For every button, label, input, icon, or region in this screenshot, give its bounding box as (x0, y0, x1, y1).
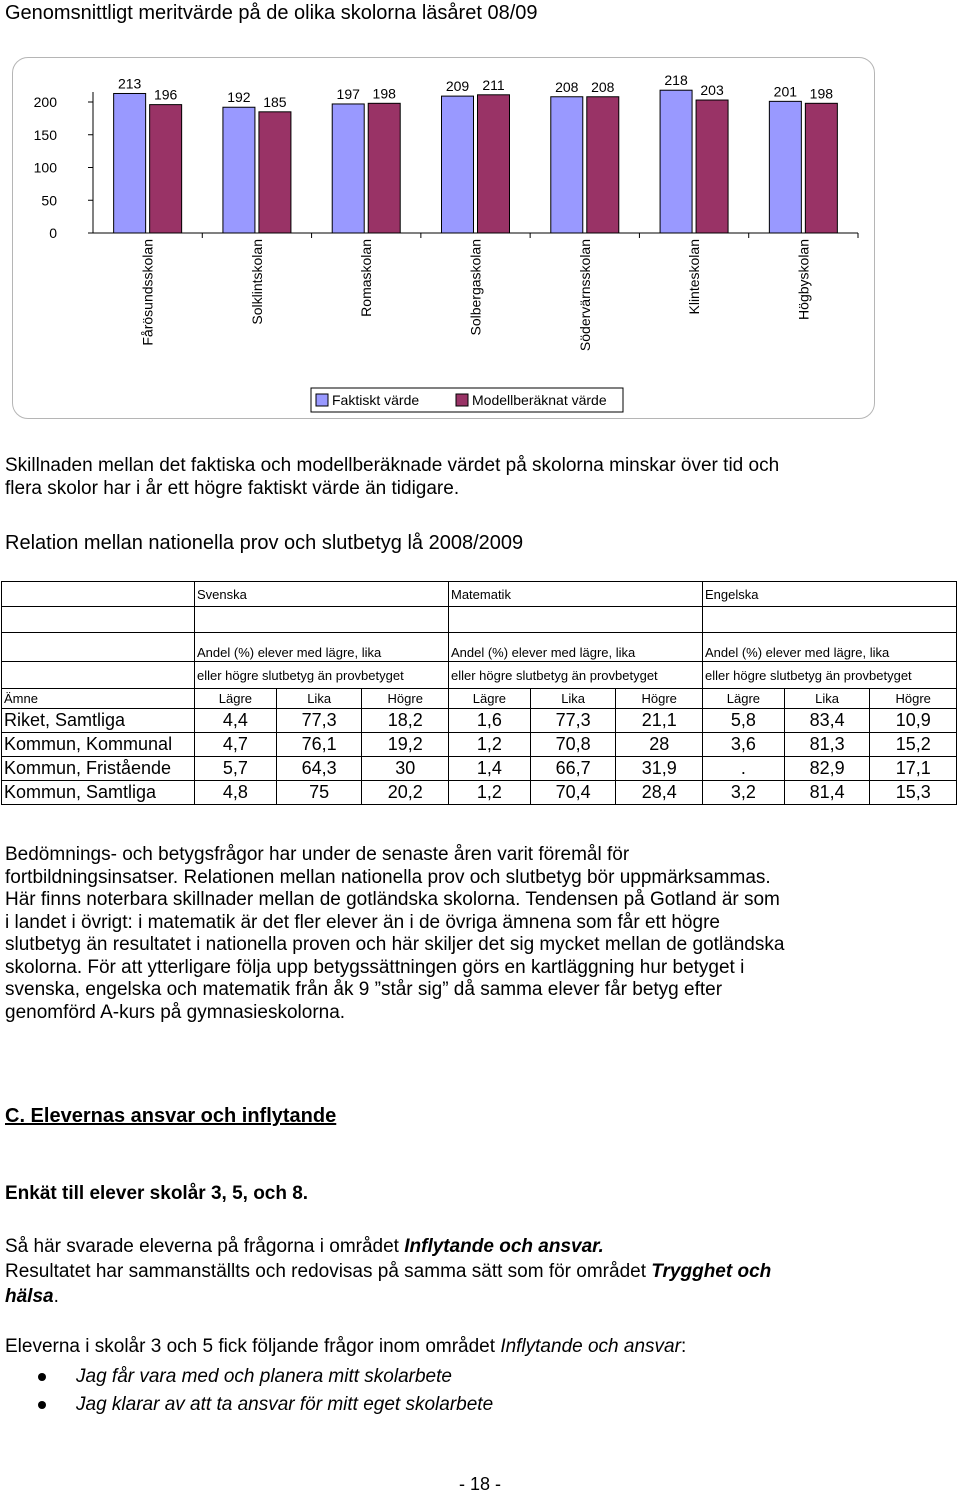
category-label: Södervärnsskolan (576, 239, 593, 352)
list-item (38, 1391, 493, 1419)
bar (223, 107, 255, 233)
bar (150, 105, 182, 233)
table-cell-empty (2, 633, 195, 662)
description-line1: Andel (%) elever med lägre, lika (195, 633, 449, 662)
y-tick-label: 150 (33, 126, 57, 143)
text-run: : (680, 1336, 687, 1357)
table-cell: 77,3 (530, 709, 616, 733)
table-blank-row (2, 607, 957, 633)
paragraph-line: Skillnaden mellan det faktiska och modellberäknade värdet på skolorna minskar över tid och (5, 455, 780, 476)
table-cell: 76,1 (276, 733, 362, 757)
bar (696, 100, 728, 233)
table-cell: 15,2 (870, 733, 957, 757)
paragraph-line: genomförd A-kurs på gymnasieskolorna. (5, 1001, 346, 1023)
table-title: Relation mellan nationella prov och slutbetyg lå 2008/2009 (5, 532, 524, 554)
paragraph-line: Här finns noterbara skillnader mellan de gotländska skolorna. Tendensen på Gotland är som (5, 889, 780, 910)
paragraph-line: i landet i övrigt: i matematik är det fler elever än i de övriga ämnena som får ett högre (5, 911, 720, 933)
table-cell: 21,1 (616, 709, 703, 733)
paragraph-answers (5, 1234, 771, 1309)
bar-value-label: 218 (664, 72, 688, 89)
legend-swatch (456, 394, 468, 406)
table-column-header-row (2, 689, 957, 709)
table-cell: 18,2 (362, 709, 449, 733)
table-cell: 70,8 (530, 733, 616, 757)
row-label: Kommun, Fristående (2, 757, 195, 781)
results-table (1, 581, 957, 805)
description-line1: Andel (%) elever med lägre, lika (448, 633, 702, 662)
table-row (2, 781, 957, 805)
bar-value-label: 185 (263, 93, 287, 110)
table-cell: 30 (362, 757, 449, 781)
category-label: Solbergaskolan (467, 239, 484, 336)
emphasis-text: hälsa (5, 1286, 54, 1307)
bar (551, 97, 583, 233)
table-cell-empty (702, 607, 956, 633)
bar-value-label: 203 (700, 82, 724, 99)
text-run: . (53, 1286, 59, 1307)
y-tick-label: 100 (33, 159, 57, 176)
bar-chart (13, 58, 874, 418)
table-row (2, 709, 957, 733)
category-label: Klinteskolan (686, 239, 703, 315)
table-cell-empty (2, 607, 195, 633)
row-label: Kommun, Kommunal (2, 733, 195, 757)
column-header: Högre (870, 689, 957, 709)
row-label: Kommun, Samtliga (2, 781, 195, 805)
subject-header-matematik: Matematik (448, 582, 702, 607)
paragraph-line: slutbetyg än resultatet i nationella proven och här skiljer det sig mycket mellan de gotländska (5, 934, 785, 955)
table-cell: 5,7 (195, 757, 277, 781)
table-cell: 4,4 (195, 709, 277, 733)
paragraph-bedomning (5, 844, 784, 1024)
column-header: Lika (530, 689, 616, 709)
category-label: Romaskolan (358, 239, 375, 317)
paragraph-line (5, 1284, 771, 1309)
bar (442, 96, 474, 233)
bar-value-label: 201 (773, 83, 798, 100)
bar (769, 101, 801, 233)
row-label: Riket, Samtliga (2, 709, 195, 733)
y-tick-label: 50 (41, 192, 57, 209)
bar-value-label: 198 (372, 85, 396, 102)
chart-frame (12, 57, 875, 419)
table-cell: 81,4 (784, 781, 870, 805)
bar (259, 112, 291, 233)
bar-value-label: 213 (117, 75, 142, 92)
bar-value-label: 209 (445, 78, 470, 95)
table-cell: 64,3 (276, 757, 362, 781)
emphasis-text: Trygghet och (651, 1261, 772, 1282)
paragraph-line: Bedömnings- och betygsfrågor har under de senaste åren varit föremål för (5, 844, 630, 865)
table-cell: 5,8 (702, 709, 784, 733)
table-cell: 70,4 (530, 781, 616, 805)
table-cell-empty (2, 662, 195, 689)
table-cell: 81,3 (784, 733, 870, 757)
text-run: Eleverna i skolår 3 och 5 fick följande frågor inom området (5, 1336, 501, 1357)
emphasis-text: Inflytande och ansvar. (404, 1236, 604, 1257)
y-tick-label: 200 (33, 94, 57, 110)
bar (587, 97, 619, 233)
column-header: Lika (276, 689, 362, 709)
text-run: Så här svarade eleverna på frågorna i området (5, 1236, 405, 1257)
subject-header-engelska: Engelska (702, 582, 956, 607)
table-cell: 4,7 (195, 733, 277, 757)
bar-value-label: 196 (153, 86, 178, 103)
table-cell: 77,3 (276, 709, 362, 733)
table-description-row (2, 633, 957, 662)
bar-value-label: 197 (336, 85, 360, 102)
y-tick-label: 0 (49, 225, 57, 241)
paragraph-line: fortbildningsinsatser. Relationen mellan nationella prov och slutbetyg bör uppmärksammas. (5, 866, 771, 888)
list-item-text: Jag klarar av att ta ansvar för mitt eget skolarbete (76, 1394, 494, 1415)
table-cell: 1,4 (448, 757, 530, 781)
table-cell: . (702, 757, 784, 781)
paragraph-line: skolorna. För att ytterligare följa upp betygssättningen görs en kartläggning hur betyget i (5, 956, 745, 978)
table-cell: 3,6 (702, 733, 784, 757)
text-run: Resultatet har sammanställts och redovisas på samma sätt som för området (5, 1261, 652, 1282)
legend-label: Modellberäknat värde (472, 392, 607, 408)
table-row (2, 757, 957, 781)
table-cell: 75 (276, 781, 362, 805)
table-cell: 4,8 (195, 781, 277, 805)
table-cell: 66,7 (530, 757, 616, 781)
table-cell: 28 (616, 733, 703, 757)
description-line1: Andel (%) elever med lägre, lika (702, 633, 956, 662)
description-line2: eller högre slutbetyg än provbetyget (448, 662, 702, 689)
bar (805, 103, 837, 233)
category-label: Solklintskolan (248, 239, 265, 325)
bar (332, 104, 364, 233)
table-cell: 82,9 (784, 757, 870, 781)
table-cell: 31,9 (616, 757, 703, 781)
legend-label: Faktiskt värde (332, 392, 420, 408)
column-header: Lägre (448, 689, 530, 709)
category-label: Fårösundsskolan (139, 239, 156, 346)
table-cell: 3,2 (702, 781, 784, 805)
column-header: Lika (784, 689, 870, 709)
chart-heading: Genomsnittligt meritvärde på de olika skolorna läsåret 08/09 (5, 2, 538, 24)
table-row (2, 733, 957, 757)
table-cell: 83,4 (784, 709, 870, 733)
table-subject-row (2, 582, 957, 607)
paragraph-line (5, 1234, 771, 1259)
survey-title: Enkät till elever skolår 3, 5, och 8. (5, 1183, 309, 1204)
paragraph-line (5, 1259, 771, 1284)
bar-value-label: 211 (482, 76, 505, 93)
column-header: Lägre (195, 689, 277, 709)
table-cell-empty (2, 582, 195, 607)
bar-value-label: 208 (591, 78, 615, 95)
description-line2: eller högre slutbetyg än provbetyget (702, 662, 956, 689)
table-cell: 1,2 (448, 733, 530, 757)
table-cell: 28,4 (616, 781, 703, 805)
bar-value-label: 192 (227, 89, 251, 106)
page-number: - 18 - (458, 1474, 501, 1494)
table-cell-empty (448, 607, 702, 633)
bullet-icon (38, 1401, 46, 1409)
bar-value-label: 208 (555, 78, 579, 95)
description-line2: eller högre slutbetyg än provbetyget (195, 662, 449, 689)
column-header: Högre (616, 689, 703, 709)
legend-swatch (316, 394, 328, 406)
bar (114, 93, 146, 233)
table-description-row (2, 662, 957, 689)
paragraph-questions-intro (5, 1336, 686, 1359)
table-cell: 19,2 (362, 733, 449, 757)
bullet-icon (38, 1373, 46, 1381)
list-item-text: Jag får vara med och planera mitt skolarbete (76, 1366, 452, 1387)
paragraph-skillnaden (5, 455, 779, 500)
bar (368, 103, 400, 233)
bar-value-label: 198 (809, 85, 834, 102)
table-cell: 1,6 (448, 709, 530, 733)
table-cell: 10,9 (870, 709, 957, 733)
table-cell: 15,3 (870, 781, 957, 805)
subject-header-svenska: Svenska (195, 582, 449, 607)
table-cell: 20,2 (362, 781, 449, 805)
emphasis-text: Inflytande och ansvar (500, 1336, 681, 1357)
section-heading: C. Elevernas ansvar och inflytande (5, 1105, 337, 1127)
category-label: Högbyskolan (795, 239, 812, 320)
question-list (38, 1363, 493, 1419)
table-cell: 1,2 (448, 781, 530, 805)
column-header: Högre (362, 689, 449, 709)
paragraph-line: flera skolor har i år ett högre faktiskt värde än tidigare. (5, 477, 460, 499)
column-header-amne: Ämne (2, 689, 195, 709)
list-item (38, 1363, 493, 1391)
column-header: Lägre (702, 689, 784, 709)
table-cell: 17,1 (870, 757, 957, 781)
bar (478, 95, 510, 233)
bar (660, 90, 692, 233)
paragraph-line: svenska, engelska och matematik från åk 9 ”står sig” då samma elever får betyg efter (5, 979, 723, 1000)
table-cell-empty (195, 607, 449, 633)
